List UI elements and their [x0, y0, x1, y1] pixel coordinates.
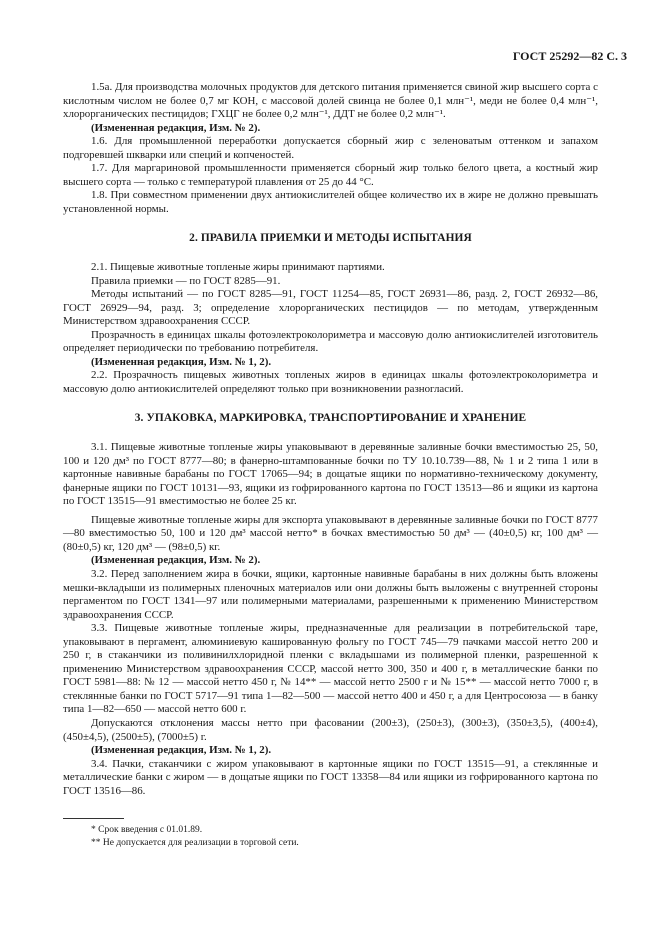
footnotes: [63, 824, 598, 849]
amendment-note: (Измененная редакция, Изм. № 2).: [91, 121, 261, 134]
amendment-note: (Измененная редакция, Изм. № 2).: [91, 554, 261, 567]
section-1-continuation: [63, 81, 598, 216]
paragraph: 1.6. Для промышленной переработки допускается сборный жир с зеленоватым оттенком и запахом подгоревшей шкварки или специй и копченостей.: [63, 135, 598, 161]
paragraph: Допускаются отклонения массы нетто при фасовании (200±3), (250±3), (300±3), (350±3,5), (400±4), (450±4,5), (2500±5), (7000±5) г.: [63, 716, 598, 743]
page-header: ГОСТ 25292—82 С. 3: [512, 49, 627, 63]
paragraph: Прозрачность в единицах шкалы фотоэлектроколориметра и массовую долю антиокислителей изготовитель определяет периодически по требованию потребителя.: [63, 328, 598, 355]
paragraph: Правила приемки — по ГОСТ 8285—91.: [91, 274, 281, 287]
section-2-title: 2. ПРАВИЛА ПРИЕМКИ И МЕТОДЫ ИСПЫТАНИЯ: [189, 232, 472, 245]
paragraph: Методы испытаний — по ГОСТ 8285—91, ГОСТ 11254—85, ГОСТ 26931—86, разд. 2, ГОСТ 26932—86, ГОСТ 26929—94, разд. 3; определение хлорорганических пестицидов — по методам, утвержденным Министерством здравоохранения СССР.: [63, 288, 598, 328]
paragraph: Пищевые животные топленые жиры для экспорта упаковывают в деревянные заливные бочки по ГОСТ 8777—80 вместимостью 50, 100 и 120 дм³ массой нетто* в бочках вместимостью 50 дм³ — (40±0,5) кг, 100 дм³ — (80±0,5) кг, 120 дм³ — (98±0,5) кг.: [63, 513, 598, 553]
section-3-title: 3. УПАКОВКА, МАРКИРОВКА, ТРАНСПОРТИРОВАНИЕ И ХРАНЕНИЕ: [134, 412, 527, 425]
paragraph: 1.7. Для маргариновой промышленности применяется сборный жир только белого цвета, а костный жир высшего сорта — только с температурой плавления от 25 до 44 °С.: [63, 162, 598, 188]
paragraph: 2.1. Пищевые животные топленые жиры принимают партиями.: [91, 261, 385, 274]
footnote: * Срок введения с 01.01.89.: [91, 825, 203, 836]
paragraph: 3.3. Пищевые животные топленые жиры, предназначенные для реализации в потребительской таре, упаковывают в пергамент, алюминиевую кашированную фольгу по ГОСТ 745—79 пачками массой нетто 200 и 250 г, в стаканчики из поливинилхлоридной пленки с вкладышами из полимерной пленки, разрешенной к применению Министерством здравоохранения СССР, массой нетто 300, 350 и 400 г, в металлические банки по ГОСТ 5981—88: № 12 — массой нетто 450 г, № 14** — массой нетто 2500 г и № 15** — массой нетто 7000 г, в стеклянные банки по ГОСТ 5717—91 типа 1—82—500 — массой нетто 400 и 450 г, а для Центросоюза — в банку типа 1—82—650 — массой нетто 600 г.: [63, 622, 598, 716]
footnote-divider: [63, 818, 124, 819]
paragraph: 3.2. Перед заполнением жира в бочки, ящики, картонные навивные барабаны в них должны быть вложены мешки-вкладыши из полимерных пленочных материалов или они должны быть выложены с внутренней стороны пергаментом по ГОСТ 1341—97 или полимерными материалами, разрешенными к применению Министерством здравоохранения СССР.: [63, 567, 598, 621]
section-3-body: [63, 441, 598, 798]
section-2-body: [63, 261, 598, 396]
amendment-note: (Измененная редакция, Изм. № 1, 2).: [91, 355, 272, 368]
footnote: ** Не допускается для реализации в торговой сети.: [91, 837, 299, 848]
amendment-note: (Измененная редакция, Изм. № 1, 2).: [91, 744, 272, 757]
paragraph: 3.4. Пачки, стаканчики с жиром упаковывают в картонные ящики по ГОСТ 13515—91, а стеклянные и металлические банки с жиром — в дощатые ящики по ГОСТ 13358—84 или ящики из гофрированного картона по ГОСТ 13516—86.: [63, 757, 598, 797]
paragraph: 1.8. При совместном применении двух антиокислителей общее количество их в жире не должно превышать установленной нормы.: [63, 189, 598, 215]
document-body: [63, 81, 598, 849]
paragraph: 3.1. Пищевые животные топленые жиры упаковывают в деревянные заливные бочки вместимостью 25, 50, 100 и 120 дм³ по ГОСТ 8777—80; в фанерно-штампованные бочки по ТУ 10.10.739—88, № 1 и 2 типа 1 или в картонные навивные барабаны по ГОСТ 17065—94; в дощатые ящики по нормативно-техническому документу, фанерные ящики по ГОСТ 10131—93, ящики из гофрированного картона по ГОСТ 13513—86 и ящики из картона по ГОСТ 13515—91 вместимостью не более 25 кг.: [63, 441, 598, 508]
paragraph: 1.5а. Для производства молочных продуктов для детского питания применяется свиной жир высшего сорта с кислотным числом не более 0,7 мг КОН, с массовой долей свинца не более 0,1 млн⁻¹, меди не более 0,4 млн⁻¹, хлорорганических пестицидов; ГХЦГ не более 0,2 млн⁻¹, ДДТ не более 0,2 млн⁻¹.: [63, 81, 598, 121]
paragraph: 2.2. Прозрачность пищевых животных топленых жиров в единицах шкалы фотоэлектроколориметра и массовую долю антиокислителей определяют только при возникновении разногласий.: [63, 369, 598, 395]
